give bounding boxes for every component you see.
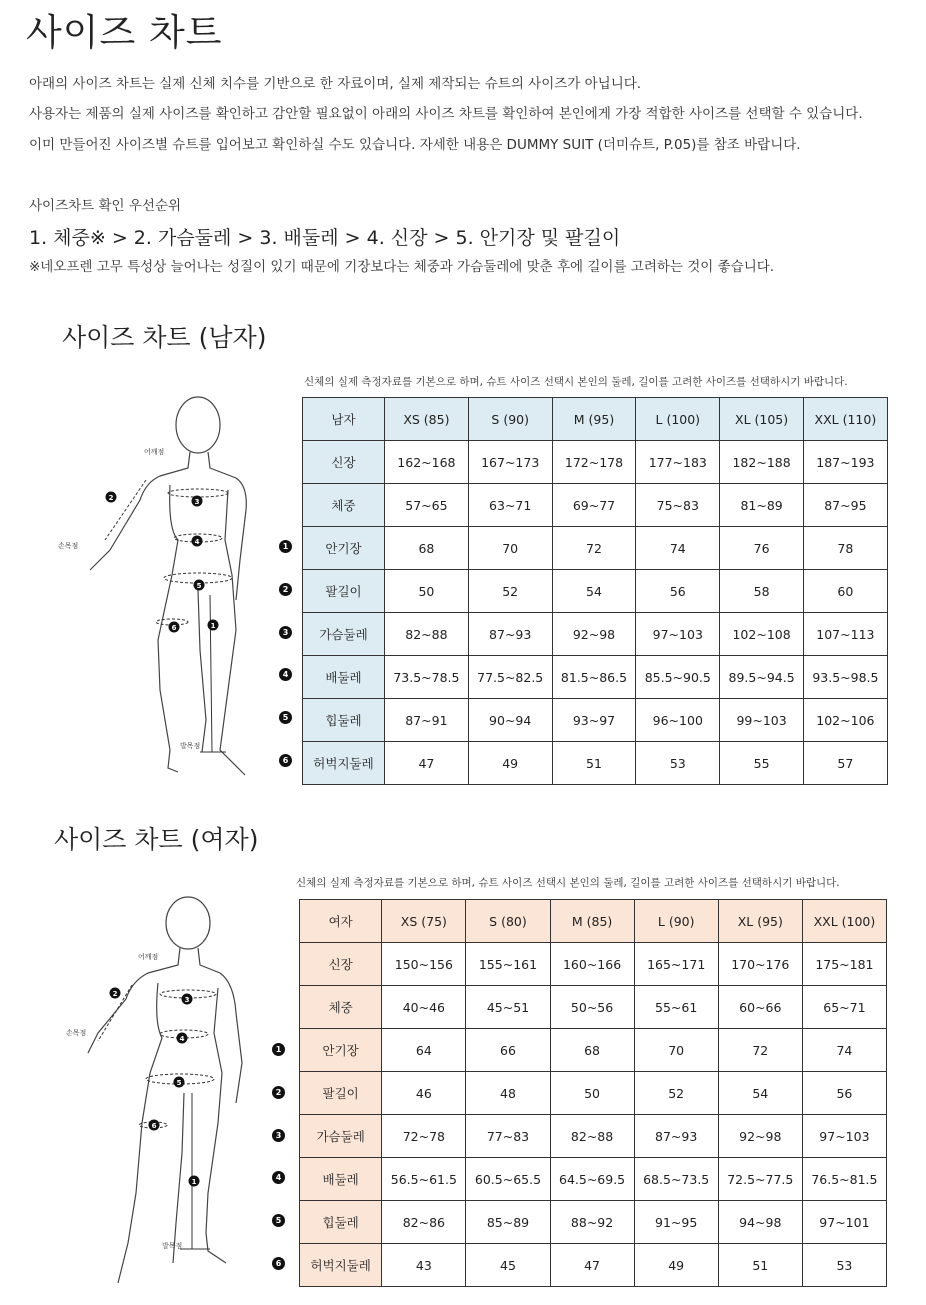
value-cell: 155~161 [466, 943, 550, 986]
value-cell: 64.5~69.5 [550, 1158, 634, 1201]
female-section-title: 사이즈 차트 (여자) [54, 825, 259, 854]
svg-text:5: 5 [176, 1079, 182, 1087]
value-cell: 47 [550, 1244, 634, 1287]
value-cell: 74 [802, 1029, 886, 1072]
svg-text:5: 5 [196, 582, 202, 590]
value-cell: 85.5~90.5 [636, 656, 720, 699]
table-row [300, 1115, 887, 1158]
header-size-cell: XXL (110) [803, 398, 887, 441]
table-row [300, 1158, 887, 1201]
row-label-cell: 안기장 [300, 1029, 382, 1072]
table-row [303, 613, 888, 656]
header-size-cell: XS (85) [385, 398, 469, 441]
value-cell: 107~113 [803, 613, 887, 656]
value-cell: 68 [550, 1029, 634, 1072]
row-label-cell: 안기장 [303, 527, 385, 570]
table-row [300, 1201, 887, 1244]
marker-5: 5 [272, 1214, 285, 1227]
value-cell: 82~88 [550, 1115, 634, 1158]
marker-1: 1 [279, 540, 292, 553]
value-cell: 51 [718, 1244, 802, 1287]
shoulder-label: 어깨점 [144, 448, 165, 456]
value-cell: 165~171 [634, 943, 718, 986]
value-cell: 150~156 [382, 943, 466, 986]
value-cell: 50 [385, 570, 469, 613]
value-cell: 89.5~94.5 [720, 656, 804, 699]
row-label-cell: 팔길이 [303, 570, 385, 613]
table-row [303, 656, 888, 699]
value-cell: 53 [802, 1244, 886, 1287]
female-table-body [300, 900, 887, 1287]
intro-line-1: 아래의 사이즈 차트는 실제 신체 치수를 기반으로 한 자료이며, 실제 제작되는 슈트의 사이즈가 아닙니다. [29, 76, 642, 92]
table-row [303, 527, 888, 570]
marker-3: 3 [272, 1129, 285, 1142]
value-cell: 53 [636, 742, 720, 785]
value-cell: 85~89 [466, 1201, 550, 1244]
value-cell: 162~168 [385, 441, 469, 484]
value-cell: 172~178 [552, 441, 636, 484]
svg-text:2: 2 [112, 990, 118, 998]
value-cell: 187~193 [803, 441, 887, 484]
value-cell: 40~46 [382, 986, 466, 1029]
value-cell: 43 [382, 1244, 466, 1287]
header-size-cell: XS (75) [382, 900, 466, 943]
row-label-cell: 허벅지둘레 [300, 1244, 382, 1287]
row-label-cell: 허벅지둘레 [303, 742, 385, 785]
header-size-cell: M (85) [550, 900, 634, 943]
value-cell: 97~101 [802, 1201, 886, 1244]
value-cell: 93.5~98.5 [803, 656, 887, 699]
svg-text:4: 4 [179, 1035, 185, 1043]
intro-line-2: 사용자는 제품의 실제 사이즈를 확인하고 감안할 필요없이 아래의 사이즈 차트를 확인하여 본인에게 가장 적합한 사이즈를 선택할 수 있습니다. [29, 106, 863, 122]
intro-line-3: 이미 만들어진 사이즈별 슈트를 입어보고 확인하실 수도 있습니다. 자세한 내용은 DUMMY SUIT (더미슈트, P.05)를 참조 바랍니다. [29, 137, 801, 153]
value-cell: 63~71 [468, 484, 552, 527]
value-cell: 49 [634, 1244, 718, 1287]
svg-text:2: 2 [108, 494, 114, 502]
marker-2: 2 [279, 583, 292, 596]
table-row [300, 986, 887, 1029]
header-size-cell: L (90) [634, 900, 718, 943]
priority-note: ※네오프렌 고무 특성상 늘어나는 성질이 있기 때문에 기장보다는 체중과 가슴둘레에 맞춘 후에 길이를 고려하는 것이 좋습니다. [29, 259, 775, 275]
header-size-cell: XL (95) [718, 900, 802, 943]
header-size-cell: S (90) [468, 398, 552, 441]
value-cell: 56.5~61.5 [382, 1158, 466, 1201]
table-row [300, 1244, 887, 1287]
value-cell: 92~98 [718, 1115, 802, 1158]
value-cell: 102~106 [803, 699, 887, 742]
table-row [303, 742, 888, 785]
value-cell: 51 [552, 742, 636, 785]
value-cell: 70 [634, 1029, 718, 1072]
row-label-cell: 가슴둘레 [303, 613, 385, 656]
male-size-table [302, 397, 888, 785]
svg-text:3: 3 [194, 498, 200, 506]
female-body-figure [58, 893, 278, 1293]
value-cell: 78 [803, 527, 887, 570]
value-cell: 160~166 [550, 943, 634, 986]
header-size-cell: S (80) [466, 900, 550, 943]
value-cell: 72~78 [382, 1115, 466, 1158]
header-size-cell: L (100) [636, 398, 720, 441]
male-caption: 신체의 실제 측정자료를 기본으로 하며, 슈트 사이즈 선택시 본인의 둘레, 길이를 고려한 사이즈를 선택하시기 바랍니다. [304, 376, 848, 388]
svg-text:4: 4 [194, 538, 200, 546]
value-cell: 92~98 [552, 613, 636, 656]
marker-4: 4 [272, 1171, 285, 1184]
value-cell: 87~95 [803, 484, 887, 527]
value-cell: 50 [550, 1072, 634, 1115]
value-cell: 45~51 [466, 986, 550, 1029]
value-cell: 87~93 [634, 1115, 718, 1158]
table-row [300, 1029, 887, 1072]
value-cell: 87~91 [385, 699, 469, 742]
value-cell: 94~98 [718, 1201, 802, 1244]
female-size-table [299, 899, 887, 1287]
value-cell: 68.5~73.5 [634, 1158, 718, 1201]
value-cell: 102~108 [720, 613, 804, 656]
priority-heading: 사이즈차트 확인 우선순위 [29, 198, 182, 214]
header-size-cell: XXL (100) [802, 900, 886, 943]
value-cell: 46 [382, 1072, 466, 1115]
value-cell: 70 [468, 527, 552, 570]
value-cell: 170~176 [718, 943, 802, 986]
value-cell: 56 [802, 1072, 886, 1115]
value-cell: 50~56 [550, 986, 634, 1029]
value-cell: 72 [552, 527, 636, 570]
value-cell: 52 [634, 1072, 718, 1115]
marker-6: 6 [279, 754, 292, 767]
header-size-cell: M (95) [552, 398, 636, 441]
row-label-cell: 신장 [303, 441, 385, 484]
row-label-cell: 팔길이 [300, 1072, 382, 1115]
value-cell: 182~188 [720, 441, 804, 484]
value-cell: 55~61 [634, 986, 718, 1029]
value-cell: 60.5~65.5 [466, 1158, 550, 1201]
header-gender-cell: 남자 [303, 398, 385, 441]
value-cell: 75~83 [636, 484, 720, 527]
male-body-figure [50, 390, 280, 780]
value-cell: 54 [552, 570, 636, 613]
value-cell: 48 [466, 1072, 550, 1115]
table-row [303, 570, 888, 613]
value-cell: 73.5~78.5 [385, 656, 469, 699]
value-cell: 64 [382, 1029, 466, 1072]
marker-1: 1 [272, 1043, 285, 1056]
table-row [303, 699, 888, 742]
value-cell: 55 [720, 742, 804, 785]
value-cell: 91~95 [634, 1201, 718, 1244]
value-cell: 90~94 [468, 699, 552, 742]
row-label-cell: 배둘레 [300, 1158, 382, 1201]
marker-4: 4 [279, 668, 292, 681]
value-cell: 60 [803, 570, 887, 613]
page-title: 사이즈 차트 [26, 11, 223, 54]
value-cell: 54 [718, 1072, 802, 1115]
value-cell: 58 [720, 570, 804, 613]
value-cell: 81.5~86.5 [552, 656, 636, 699]
value-cell: 69~77 [552, 484, 636, 527]
row-label-cell: 체중 [303, 484, 385, 527]
value-cell: 45 [466, 1244, 550, 1287]
value-cell: 60~66 [718, 986, 802, 1029]
male-table-body [303, 398, 888, 785]
value-cell: 77.5~82.5 [468, 656, 552, 699]
value-cell: 76.5~81.5 [802, 1158, 886, 1201]
marker-6: 6 [272, 1257, 285, 1270]
svg-text:1: 1 [191, 1178, 197, 1186]
value-cell: 87~93 [468, 613, 552, 656]
value-cell: 65~71 [802, 986, 886, 1029]
value-cell: 57 [803, 742, 887, 785]
value-cell: 81~89 [720, 484, 804, 527]
svg-text:6: 6 [151, 1122, 157, 1130]
svg-text:3: 3 [184, 996, 190, 1004]
ankle-label-female: 발목점 [162, 1242, 183, 1250]
wrist-label: 손목점 [58, 542, 79, 550]
value-cell: 66 [466, 1029, 550, 1072]
row-label-cell: 신장 [300, 943, 382, 986]
priority-order: 1. 체중※ > 2. 가슴둘레 > 3. 배둘레 > 4. 신장 > 5. 안기장 및 팔길이 [29, 227, 621, 249]
female-caption: 신체의 실제 측정자료를 기본으로 하며, 슈트 사이즈 선택시 본인의 둘레, 길이를 고려한 사이즈를 선택하시기 바랍니다. [296, 877, 840, 889]
table-row [300, 1072, 887, 1115]
ankle-label: 발목점 [180, 742, 201, 750]
value-cell: 97~103 [636, 613, 720, 656]
row-label-cell: 체중 [300, 986, 382, 1029]
male-section-title: 사이즈 차트 (남자) [62, 323, 267, 352]
value-cell: 77~83 [466, 1115, 550, 1158]
value-cell: 96~100 [636, 699, 720, 742]
value-cell: 177~183 [636, 441, 720, 484]
marker-3: 3 [279, 626, 292, 639]
value-cell: 52 [468, 570, 552, 613]
value-cell: 82~88 [385, 613, 469, 656]
value-cell: 97~103 [802, 1115, 886, 1158]
row-label-cell: 힙둘레 [300, 1201, 382, 1244]
value-cell: 88~92 [550, 1201, 634, 1244]
value-cell: 72.5~77.5 [718, 1158, 802, 1201]
table-row [303, 484, 888, 527]
value-cell: 68 [385, 527, 469, 570]
value-cell: 49 [468, 742, 552, 785]
marker-5: 5 [279, 711, 292, 724]
table-header-row [303, 398, 888, 441]
header-size-cell: XL (105) [720, 398, 804, 441]
svg-text:1: 1 [210, 622, 216, 630]
value-cell: 72 [718, 1029, 802, 1072]
shoulder-label-female: 어깨점 [138, 953, 159, 961]
value-cell: 76 [720, 527, 804, 570]
value-cell: 93~97 [552, 699, 636, 742]
value-cell: 175~181 [802, 943, 886, 986]
value-cell: 167~173 [468, 441, 552, 484]
value-cell: 82~86 [382, 1201, 466, 1244]
value-cell: 74 [636, 527, 720, 570]
table-row [303, 441, 888, 484]
svg-text:6: 6 [171, 624, 177, 632]
header-gender-cell: 여자 [300, 900, 382, 943]
value-cell: 99~103 [720, 699, 804, 742]
value-cell: 56 [636, 570, 720, 613]
marker-2: 2 [272, 1086, 285, 1099]
row-label-cell: 가슴둘레 [300, 1115, 382, 1158]
value-cell: 57~65 [385, 484, 469, 527]
row-label-cell: 힙둘레 [303, 699, 385, 742]
table-row [300, 943, 887, 986]
row-label-cell: 배둘레 [303, 656, 385, 699]
value-cell: 47 [385, 742, 469, 785]
wrist-label-female: 손목점 [66, 1029, 87, 1037]
table-header-row [300, 900, 887, 943]
